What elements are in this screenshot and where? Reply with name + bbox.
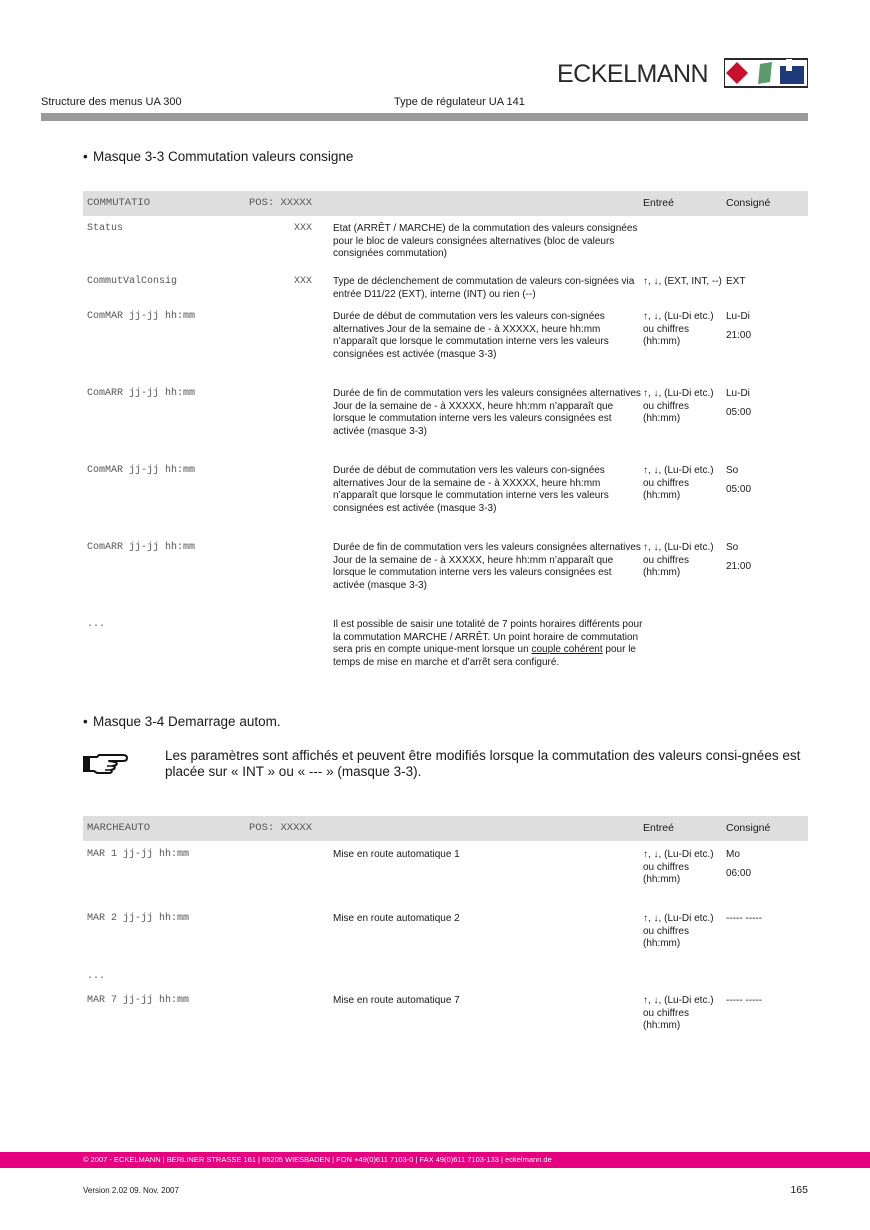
- table-row: [83, 457, 808, 534]
- table-row: [83, 264, 808, 303]
- table-row: [83, 303, 808, 380]
- col-entry: Entreé: [643, 191, 726, 216]
- table-row: [83, 993, 808, 1057]
- table-header-row: [83, 191, 808, 216]
- param-name: MAR 2 jj-jj hh:mm: [87, 913, 190, 924]
- param-name: ComARR jj-jj hh:mm: [87, 542, 196, 553]
- table-row: [83, 216, 808, 264]
- bullet: •: [83, 714, 88, 729]
- param-setpoint: ----- -----: [726, 995, 763, 1006]
- col-entry: Entreé: [643, 816, 726, 841]
- col-setpoint: Consigné: [726, 816, 808, 841]
- param-setpoint-time: 05:00: [726, 406, 752, 418]
- param-entry: ↑, ↓, (Lu-Di etc.) ou chiffres (hh:mm): [643, 542, 714, 578]
- param-entry: ↑, ↓, (Lu-Di etc.) ou chiffres (hh:mm): [643, 849, 714, 885]
- param-value: XXX: [293, 223, 312, 234]
- param-setpoint-time: 21:00: [726, 329, 752, 341]
- section-title: Masque 3-4 Demarrage autom.: [93, 714, 281, 729]
- param-setpoint: Lu-Di: [726, 311, 750, 322]
- eckelmann-logo-icon: [724, 58, 808, 88]
- col-mask-name: MARCHEAUTO: [83, 816, 241, 841]
- auto-start-table: [83, 816, 808, 1057]
- param-entry: ↑, ↓, (Lu-Di etc.) ou chiffres (hh:mm): [643, 311, 714, 347]
- param-description: Mise en route automatique 1: [333, 849, 460, 860]
- note-text: Les paramètres sont affichés et peuvent être modifiés lorsque la commutation des valeurs consi-gnées est placée sur « INT » ou « --- » (masque 3-3).: [165, 748, 801, 779]
- param-name: MAR 7 jj-jj hh:mm: [87, 995, 190, 1006]
- param-name: ...: [87, 619, 106, 630]
- param-setpoint: Lu-Di: [726, 388, 750, 399]
- param-entry: ↑, ↓, (Lu-Di etc.) ou chiffres (hh:mm): [643, 388, 714, 424]
- param-setpoint: ----- -----: [726, 913, 763, 924]
- section-heading: [83, 714, 281, 729]
- param-name: CommutValConsig: [87, 276, 178, 287]
- param-description: Durée de début de commutation vers les valeurs con-signées alternatives Jour de la semaine de - à XXXXX, heure hh:mm n’apparaît que lorsque le commutation interne vers les valeurs consignées est activée (masque 3-3): [333, 311, 609, 360]
- param-setpoint: So: [726, 465, 739, 476]
- param-setpoint-time: 21:00: [726, 560, 752, 572]
- param-name: MAR 1 jj-jj hh:mm: [87, 849, 190, 860]
- pointing-hand-icon: [83, 752, 129, 776]
- table-header-row: [83, 816, 808, 841]
- param-entry: ↑, ↓, (Lu-Di etc.) ou chiffres (hh:mm): [643, 913, 714, 949]
- section-heading: [83, 149, 353, 164]
- param-setpoint-time: 06:00: [726, 867, 752, 879]
- table-row: [83, 905, 808, 969]
- col-pos: POS: XXXXX: [241, 816, 318, 841]
- header-regulator-type: Type de régulateur UA 141: [394, 96, 525, 108]
- page-number: 165: [790, 1184, 808, 1196]
- param-entry: ↑, ↓, (EXT, INT, --): [643, 276, 722, 287]
- param-name: ComMAR jj-jj hh:mm: [87, 311, 196, 322]
- col-mask-name: COMMUTATIO: [83, 191, 241, 216]
- header-divider: [41, 113, 808, 121]
- table-row: [83, 611, 808, 669]
- underlined-term: couple cohérent: [531, 644, 603, 655]
- param-entry: ↑, ↓, (Lu-Di etc.) ou chiffres (hh:mm): [643, 465, 714, 501]
- param-description: Etat (ARRÊT / MARCHE) de la commutation des valeurs consignées pour le bloc de valeurs consignées alternatives (bloc de valeurs consignées commutation): [333, 223, 638, 259]
- version-info: Version 2.02 09. Nov. 2007: [83, 1186, 179, 1195]
- param-setpoint: EXT: [726, 276, 746, 287]
- col-pos: POS: XXXXX: [241, 191, 318, 216]
- param-description: Durée de fin de commutation vers les valeurs consignées alternatives Jour de la semaine de - à XXXXX, heure hh:mm n’apparaît que lorsque le commutation interne vers les valeurs consignées est activée (masque 3-3): [333, 542, 641, 591]
- bullet: •: [83, 149, 88, 164]
- param-description: Mise en route automatique 7: [333, 995, 460, 1006]
- param-name: ...: [87, 971, 106, 982]
- param-entry: ↑, ↓, (Lu-Di etc.) ou chiffres (hh:mm): [643, 995, 714, 1031]
- param-description: Type de déclenchement de commutation de valeurs con-signées via entrée D11/22 (EXT), interne (INT) ou rien (--): [333, 276, 635, 300]
- param-setpoint: So: [726, 542, 739, 553]
- param-value: XXX: [293, 276, 312, 287]
- table-row: [83, 534, 808, 611]
- header-doc-title: Structure des menus UA 300: [41, 96, 182, 108]
- param-description: Durée de fin de commutation vers les valeurs consignées alternatives Jour de la semaine de - à XXXXX, heure hh:mm n’apparaît que lorsque le commutation interne vers les valeurs consignées est activée (masque 3-3): [333, 388, 641, 437]
- table-row: [83, 380, 808, 457]
- footer-copyright: © 2007 - ECKELMANN | BERLINER STRASSE 161 | 65205 WIESBADEN | FON +49(0)611 7103-0 | FAX 49(0)611 7103-133 | eckelmann.de: [83, 1155, 552, 1164]
- section-title: Masque 3-3 Commutation valeurs consigne: [93, 149, 354, 164]
- table-row: [83, 841, 808, 905]
- param-description: Il est possible de saisir une totalité de 7 points horaires différents pour la commutation MARCHE / ARRÊT. Un point horaire de commutation sera pris en compte unique-ment lorsque un couple cohérent pour le temps de mise en marche et d’arrêt sera configuré.: [333, 619, 643, 668]
- table-row: [83, 969, 808, 993]
- col-setpoint: Consigné: [726, 191, 808, 216]
- param-setpoint-time: 05:00: [726, 483, 752, 495]
- param-name: ComMAR jj-jj hh:mm: [87, 465, 196, 476]
- param-setpoint: Mo: [726, 849, 740, 860]
- commutation-table: [83, 191, 808, 669]
- param-description: Durée de début de commutation vers les valeurs con-signées alternatives Jour de la semaine de - à XXXXX, heure hh:mm n’apparaît que lorsque le commutation interne vers les valeurs consignées est activée (masque 3-3): [333, 465, 609, 514]
- param-name: Status: [87, 223, 124, 234]
- brand-logo-text: ECKELMANN: [557, 60, 709, 88]
- param-description: Mise en route automatique 2: [333, 913, 460, 924]
- param-name: ComARR jj-jj hh:mm: [87, 388, 196, 399]
